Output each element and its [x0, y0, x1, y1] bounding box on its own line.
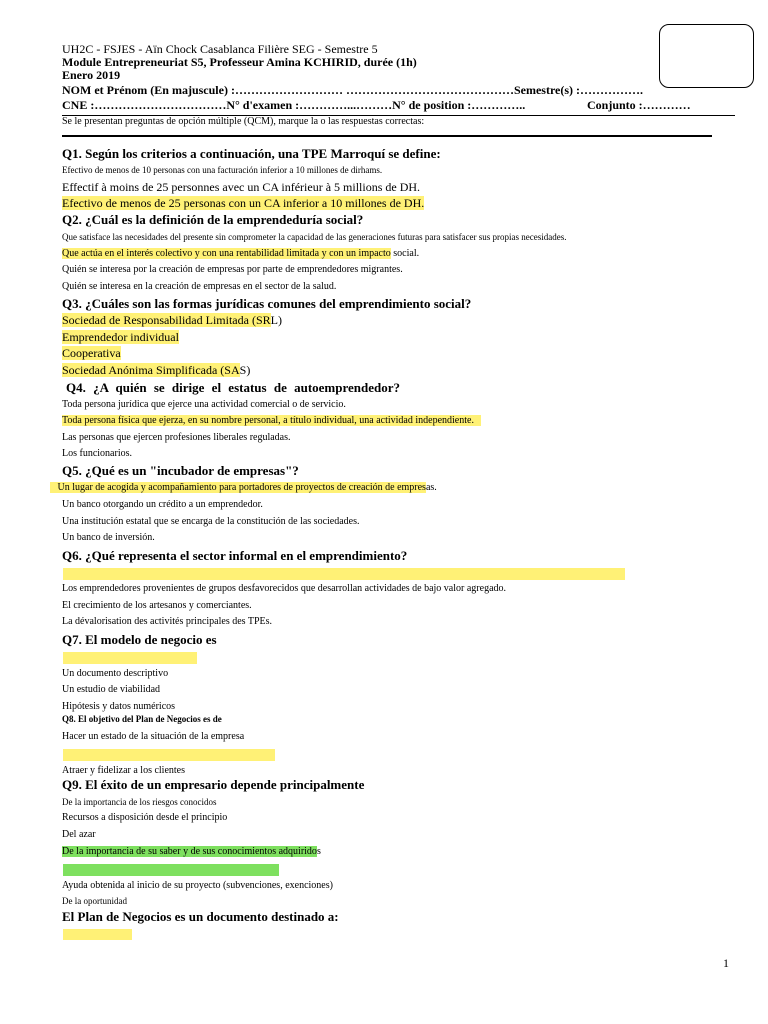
header-module: Module Entrepreneuriat S5, Professeur Amina KCHIRID, durée (1h): [62, 55, 417, 69]
header-group-field: Conjunto :…………: [587, 98, 691, 112]
answer-highlight: Que actúa en el interés colectivo y con una rentabilidad limitada y con un impacto: [62, 248, 391, 259]
question-title: El Plan de Negocios es un documento destinado a:: [62, 909, 339, 924]
question-title: Q4. ¿A quién se dirige el estatus de autoemprendedor?: [66, 380, 401, 395]
question-title: Q7. El modelo de negocio es: [62, 632, 217, 647]
blank-answer-highlight: [63, 652, 197, 664]
answer-highlight: Sociedad de Responsabilidad Limitada (SR: [62, 313, 271, 327]
answer-option: Un estudio de viabilidad: [62, 684, 161, 695]
blank-answer-highlight: [63, 749, 275, 761]
answer-highlight: Sociedad Anónima Simplificada (SA: [62, 363, 240, 377]
blank-answer-highlight: [63, 929, 132, 940]
answer-option: Toda persona jurídica que ejerce una actividad comercial o de servicio.: [62, 399, 346, 410]
question-title: Q3. ¿Cuáles son las formas jurídicas comunes del emprendimiento social?: [62, 296, 472, 311]
answer-option: El crecimiento de los artesanos y comerciantes.: [62, 600, 252, 611]
answer-option: Efectivo de menos de 10 personas con una facturación inferior a 10 millones de dirhams.: [62, 165, 383, 175]
answer-highlight: Toda persona física que ejerza, en su nombre personal, a título individual, una actividad independiente.: [62, 415, 474, 426]
answer-option: Del azar: [62, 829, 96, 840]
question-title: Q6. ¿Qué representa el sector informal en el emprendimiento?: [62, 548, 408, 563]
answer-option: Un banco de inversión.: [62, 532, 155, 543]
answer-option: Quién se interesa por la creación de empresas por parte de emprendedores migrantes.: [62, 264, 403, 275]
answer-highlight: Efectivo de menos de 25 personas con un CA inferior a 10 millones de DH.: [62, 196, 425, 210]
answer-highlight: [50, 482, 58, 493]
answer-option: Los emprendedores provenientes de grupos desfavorecidos que desarrollan actividades de bajo valor agregado.: [62, 583, 507, 594]
answer-highlight: Un lugar de acogida y acompañamiento para portadores de proyectos de creación de empres: [57, 482, 426, 493]
answer-option-highlighted: [62, 347, 121, 361]
answer-tail: S): [239, 363, 251, 377]
answer-highlight-green: De la importancia de su saber y de sus conocimientos adquirido: [62, 846, 317, 857]
answer-tail: social.: [390, 248, 420, 259]
answer-option: Atraer y fidelizar a los clientes: [62, 765, 185, 776]
answer-option-highlighted: [62, 331, 179, 345]
instruction-text: Se le presentan preguntas de opción múltiple (QCM), marque la o las respuestas correctas:: [62, 116, 425, 127]
answer-tail: s: [316, 846, 321, 857]
answer-option: Las personas que ejercen profesiones liberales reguladas.: [62, 432, 291, 443]
question-title: Q9. El éxito de un empresario depende principalmente: [62, 777, 365, 792]
answer-option: De la oportunidad: [62, 896, 127, 906]
answer-highlight-pad: [474, 415, 482, 426]
question-title: Q2. ¿Cuál es la definición de la emprendeduría social?: [62, 212, 364, 227]
answer-tail: as.: [425, 482, 437, 493]
answer-option: Los funcionarios.: [62, 448, 132, 459]
answer-option: Un banco otorgando un crédito a un emprendedor.: [62, 499, 263, 510]
header-institution: UH2C - FSJES - Aïn Chock Casablanca Filière SEG - Semestre 5: [62, 42, 378, 56]
answer-option-highlighted: [62, 846, 321, 858]
header-cne-field: CNE :……………………………N° d'examen :…………...………N° de position :…………..: [62, 98, 526, 112]
answer-option-highlighted: [62, 415, 481, 427]
instruction-rule: [62, 135, 712, 137]
answer-option: Ayuda obtenida al inicio de su proyecto (subvenciones, exenciones): [62, 880, 333, 891]
answer-tail: L): [270, 313, 282, 327]
answer-option: Hacer un estado de la situación de la empresa: [62, 731, 245, 742]
answer-option: La dévalorisation des activités principales des TPEs.: [62, 616, 273, 627]
answer-option: Un documento descriptivo: [62, 668, 169, 679]
answer-option: Quién se interesa en la creación de empresas en el sector de la salud.: [62, 281, 337, 292]
answer-option-highlighted: [62, 314, 282, 328]
blank-answer-highlight: [63, 568, 625, 580]
answer-option-highlighted: [50, 482, 437, 494]
answer-option: Que satisface las necesidades del presente sin comprometer la capacidad de las generaciones futuras para satisfacer sus propias necesidades.: [62, 232, 567, 242]
header-name-field: NOM et Prénom (En majuscule) :……………………… ……………………………………Semestre(s) :…………….: [62, 83, 644, 97]
answer-highlight: Emprendedor individual: [62, 330, 179, 344]
answer-option: Una institución estatal que se encarga de la constitución de las sociedades.: [62, 516, 360, 527]
header-date: Enero 2019: [62, 68, 121, 82]
score-box: [659, 24, 754, 88]
answer-option-highlighted: [62, 248, 419, 260]
blank-answer-highlight-green: [63, 864, 279, 876]
answer-highlight: Cooperativa: [62, 346, 121, 360]
answer-option: Hipótesis y datos numéricos: [62, 701, 176, 712]
answer-option: Recursos a disposición desde el principio: [62, 812, 228, 823]
question-title: Q8. El objetivo del Plan de Negocios es de: [62, 714, 222, 724]
answer-option-highlighted: [62, 197, 424, 211]
answer-option-highlighted: [62, 364, 250, 378]
answer-option: Effectif à moins de 25 personnes avec un CA inférieur à 5 millions de DH.: [62, 180, 421, 194]
page-number: 1: [723, 956, 729, 970]
question-title: Q1. Según los criterios a continuación, una TPE Marroquí se define:: [62, 146, 441, 161]
answer-option: De la importancia de los riesgos conocidos: [62, 797, 217, 807]
question-title: Q5. ¿Qué es un "incubador de empresas"?: [62, 463, 299, 478]
